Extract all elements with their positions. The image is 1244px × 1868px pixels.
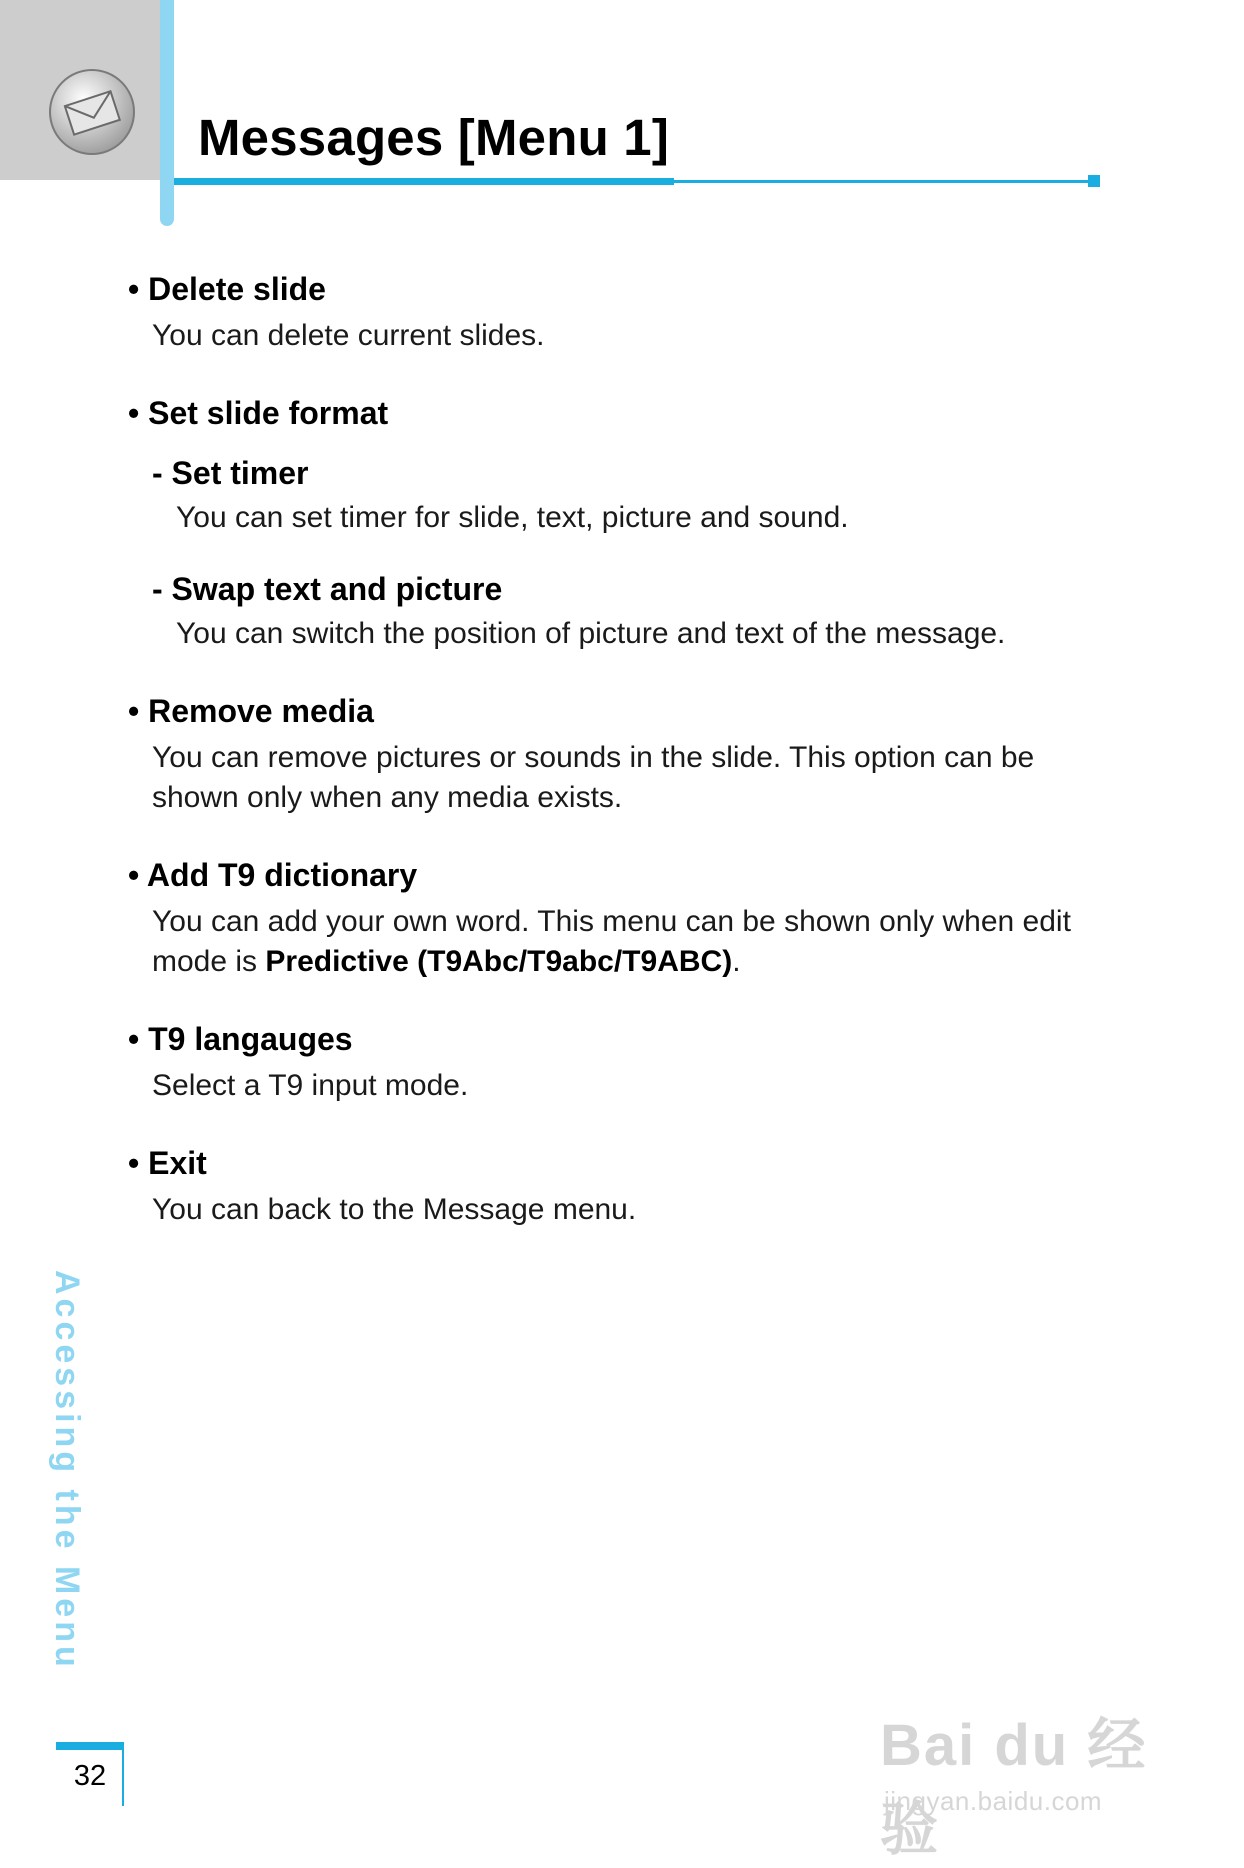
item-description	[128, 902, 1128, 982]
item-description: You can remove pictures or sounds in the slide. This option can be shown only when any media exists.	[152, 741, 1035, 814]
page-title: Messages [Menu 1]	[198, 109, 670, 166]
sub-item-set-timer	[152, 452, 1128, 538]
menu-item-set-slide-format	[128, 392, 1128, 654]
item-heading: • Exit	[128, 1145, 207, 1181]
item-heading: • Remove media	[128, 693, 374, 729]
menu-item-add-t9-dictionary	[128, 854, 1128, 982]
watermark-brand: Bai du 经验	[880, 1713, 1148, 1862]
description-bold-text: Predictive (T9Abc/T9abc/T9ABC)	[265, 945, 733, 978]
envelope-icon	[46, 66, 138, 158]
sub-item-heading: - Swap text and picture	[152, 571, 503, 607]
sub-item-heading: - Set timer	[152, 455, 309, 491]
item-description: Select a T9 input mode.	[152, 1069, 469, 1102]
item-description: You can delete current slides.	[152, 319, 545, 352]
sub-item-description: You can set timer for slide, text, picture and sound.	[176, 501, 849, 534]
header-vertical-bar	[160, 0, 174, 226]
item-heading: • Add T9 dictionary	[128, 857, 418, 893]
item-description: You can back to the Message menu.	[152, 1193, 637, 1226]
item-heading: • Set slide format	[128, 395, 389, 431]
item-heading: • Delete slide	[128, 271, 326, 307]
page-number-bar	[56, 1742, 124, 1750]
page-number: 32	[73, 1760, 107, 1792]
description-text-end: .	[732, 945, 741, 978]
content-section	[128, 268, 1128, 1266]
sub-item-swap-text-and-picture	[152, 568, 1128, 654]
menu-item-t9-languages	[128, 1018, 1128, 1106]
menu-item-remove-media	[128, 690, 1128, 818]
side-tab-label: Accessing the Menu	[48, 1270, 86, 1671]
sub-item-description: You can switch the position of picture and text of the message.	[176, 617, 1006, 650]
title-underline-thick	[174, 178, 674, 185]
title-underline-thin	[674, 180, 1090, 183]
title-underline-end-square	[1088, 175, 1100, 187]
watermark-url: jingyan.baidu.com	[884, 1786, 1103, 1816]
page-number-rule	[122, 1750, 124, 1806]
sub-item-group	[128, 452, 1128, 654]
watermark	[880, 1690, 1180, 1862]
menu-item-exit	[128, 1142, 1128, 1230]
description-text: You can add your own word. This menu can be shown only when edit mode is	[152, 905, 1071, 978]
item-heading: • T9 langauges	[128, 1021, 353, 1057]
menu-item-delete-slide	[128, 268, 1128, 356]
